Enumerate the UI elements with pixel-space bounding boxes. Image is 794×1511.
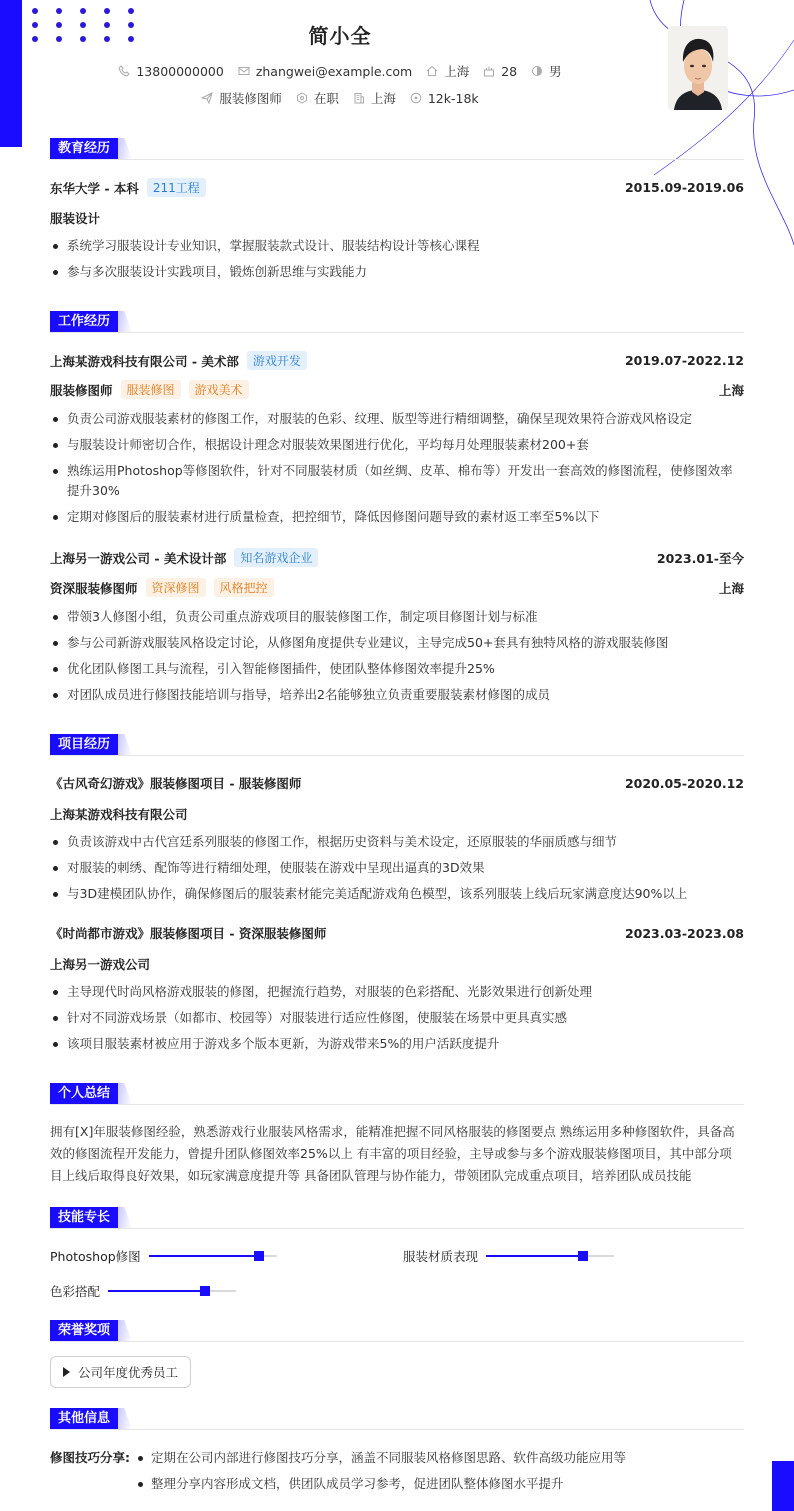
skill-item	[403, 1247, 614, 1265]
role-tag: 资深修图	[146, 578, 206, 597]
role-tag: 游戏美术	[189, 380, 249, 399]
job-header	[50, 548, 744, 567]
other-section	[50, 1408, 744, 1491]
list-item: 对团队成员进行修图技能培训与指导，培养出2名能够独立负责重要服装素材修图的成员	[50, 685, 744, 705]
skill-bar-knob	[200, 1286, 210, 1296]
skill-item	[50, 1247, 277, 1265]
phone-text: 13800000000	[136, 63, 224, 79]
status-text: 在职	[313, 91, 339, 106]
building-icon	[353, 92, 365, 104]
role-name: 服装修图师	[50, 382, 113, 398]
list-item: 参与公司新游戏服装风格设定讨论，从修图角度提供专业建议，主导完成50+套具有独特风格的游戏服装修图	[50, 633, 744, 653]
project-company: 上海某游戏科技有限公司	[50, 807, 188, 822]
role-tag: 风格把控	[214, 578, 274, 597]
email-text: zhangwei@example.com	[255, 63, 413, 79]
skills-section	[50, 1207, 744, 1299]
summary-text: 拥有[X]年服装修图经验，熟悉游戏行业服装风格需求，能精准把握不同风格服装的修图要点 熟练运用多种修图软件，具备高效的修图流程开发能力，曾提升团队修图效率25%以上 有丰富的项目经验，主导或参与多个游戏服装修图项目，其中部分项目上线后取得良好效果，如玩家满意度提升等 具备团队管理与协作能力，带领团队完成重点项目，培养团队成员技能	[50, 1124, 735, 1183]
skill-bar	[486, 1255, 614, 1257]
section-title: 工作经历	[50, 311, 118, 332]
skill-bar-fill	[149, 1255, 264, 1257]
skill-bar-fill	[108, 1290, 210, 1292]
list-item: 针对不同游戏场景（如都市、校园等）对服装进行适应性修图，使服装在场景中更具真实感	[50, 1008, 744, 1028]
job-location: 上海	[718, 580, 744, 596]
list-item: 负责公司游戏服装素材的修图工作，对服装的色彩、纹理、版型等进行精细调整，确保呈现效果符合游戏风格设定	[50, 409, 744, 429]
school-name: 东华大学 - 本科	[50, 180, 139, 196]
list-item: 对服装的刺绣、配饰等进行精细处理，使服装在游戏中呈现出逼真的3D效果	[50, 858, 744, 878]
salary-icon	[410, 92, 422, 104]
list-item: 系统学习服装设计专业知识，掌握服装款式设计、服装结构设计等核心课程	[50, 236, 744, 256]
project-period: 2023.03-2023.08	[624, 925, 744, 941]
education-bullets	[50, 236, 744, 288]
education-period: 2015.09-2019.06	[624, 180, 744, 195]
status-icon	[296, 92, 308, 104]
job-bullets	[50, 409, 744, 533]
job-header	[50, 351, 744, 370]
skill-bar-knob	[254, 1251, 264, 1261]
avatar	[668, 26, 728, 110]
gender-icon	[531, 65, 543, 77]
skill-item	[50, 1282, 236, 1300]
education-row	[50, 178, 744, 197]
project-name: 《古风奇幻游戏》服装修图项目 - 服装修图师	[50, 776, 302, 791]
age-text: 28	[501, 63, 518, 79]
candidate-name: 简小全	[308, 24, 372, 48]
project-header	[50, 774, 744, 792]
company-name: 上海另一游戏公司 - 美术设计部	[50, 550, 227, 566]
list-item: 带领3人修图小组，负责公司重点游戏项目的服装修图工作，制定项目修图计划与标准	[50, 607, 744, 627]
section-title: 个人总结	[50, 1083, 118, 1104]
gender-text: 男	[549, 64, 562, 79]
job-target-text: 服装修图师	[219, 91, 282, 106]
list-item: 参与多次服装设计实践项目，锻炼创新思维与实践能力	[50, 262, 744, 282]
company-tag: 游戏开发	[247, 351, 307, 370]
section-title: 荣誉奖项	[50, 1320, 118, 1341]
salary-text: 12k-18k	[427, 90, 479, 106]
project-company: 上海另一游戏公司	[50, 957, 151, 972]
job-location: 上海	[718, 382, 744, 398]
work-section	[50, 311, 744, 702]
project-period: 2020.05-2020.12	[624, 775, 744, 791]
phone-icon	[118, 65, 130, 77]
role-tag: 服装修图	[121, 380, 181, 399]
job-bullets	[50, 607, 744, 711]
skill-bar	[108, 1290, 236, 1292]
project-bullets	[50, 982, 744, 1060]
education-section	[50, 138, 744, 279]
job-period: 2019.07-2022.12	[624, 353, 744, 368]
company-name: 上海某游戏科技有限公司 - 美术部	[50, 353, 239, 369]
list-item: 熟练运用Photoshop等修图软件，针对不同服装材质（如丝绸、皮革、棉布等）开发出一套高效的修图流程，使修图效率提升30%	[50, 461, 744, 501]
section-title: 项目经历	[50, 734, 118, 755]
major-name: 服装设计	[50, 211, 101, 226]
list-item: 与3D建模团队协作，确保修图后的服装素材能完美适配游戏角色模型，该系列服装上线后玩家满意度达90%以上	[50, 884, 744, 904]
job-period: 2023.01-至今	[656, 550, 744, 566]
skill-name: Photoshop修图	[50, 1249, 141, 1264]
list-item: 整理分享内容形成文档，供团队成员学习参考，促进团队整体修图水平提升	[135, 1474, 735, 1494]
project-name: 《时尚都市游戏》服装修图项目 - 资深服装修图师	[50, 926, 327, 941]
contact-row	[0, 62, 680, 80]
intention-row	[0, 89, 680, 107]
list-item: 负责该游戏中古代宫廷系列服装的修图工作，根据历史资料与美术设定，还原服装的华丽质感与细节	[50, 832, 744, 852]
project-bullets	[50, 832, 744, 910]
school-tag: 211工程	[147, 178, 206, 197]
awards-section	[50, 1320, 744, 1380]
other-bullets	[135, 1448, 735, 1500]
summary-section	[50, 1083, 744, 1183]
target-city-text: 上海	[370, 91, 396, 106]
list-item: 主导现代时尚风格游戏服装的修图，把握流行趋势，对服装的色彩搭配、光影效果进行创新处理	[50, 982, 744, 1002]
job-role-row	[50, 380, 744, 399]
send-icon	[201, 92, 213, 104]
projects-section	[50, 734, 744, 1051]
email-icon	[238, 65, 250, 77]
list-item: 定期对修图后的服装素材进行质量检查，把控细节，降低因修图问题导致的素材返工率至5%以下	[50, 507, 744, 527]
award-item[interactable]	[50, 1356, 191, 1388]
award-label: 公司年度优秀员工	[78, 1365, 179, 1380]
skill-bar-knob	[578, 1251, 588, 1261]
list-item: 与服装设计师密切合作，根据设计理念对服装效果图进行优化，平均每月处理服装素材200+套	[50, 435, 744, 455]
skill-bar	[149, 1255, 277, 1257]
company-tag: 知名游戏企业	[234, 548, 318, 567]
home-icon	[426, 65, 438, 77]
role-name: 资深服装修图师	[50, 580, 138, 596]
decor-bar-bottom	[772, 1461, 794, 1511]
age-icon	[483, 65, 495, 77]
skill-name: 色彩搭配	[50, 1284, 101, 1299]
play-icon	[63, 1367, 70, 1377]
section-title: 教育经历	[50, 138, 118, 159]
other-label: 修图技巧分享:	[50, 1450, 130, 1465]
list-item: 定期在公司内部进行修图技巧分享，涵盖不同服装风格修图思路、软件高级功能应用等	[135, 1448, 735, 1468]
job-role-row	[50, 578, 744, 597]
skill-name: 服装材质表现	[403, 1249, 479, 1264]
list-item: 优化团队修图工具与流程，引入智能修图插件，使团队整体修图效率提升25%	[50, 659, 744, 679]
project-header	[50, 924, 744, 942]
list-item: 该项目服装素材被应用于游戏多个版本更新，为游戏带来5%的用户活跃度提升	[50, 1034, 744, 1054]
city-text: 上海	[444, 64, 470, 79]
section-title: 其他信息	[50, 1408, 118, 1429]
section-title: 技能专长	[50, 1207, 118, 1228]
skill-bar-fill	[486, 1255, 588, 1257]
